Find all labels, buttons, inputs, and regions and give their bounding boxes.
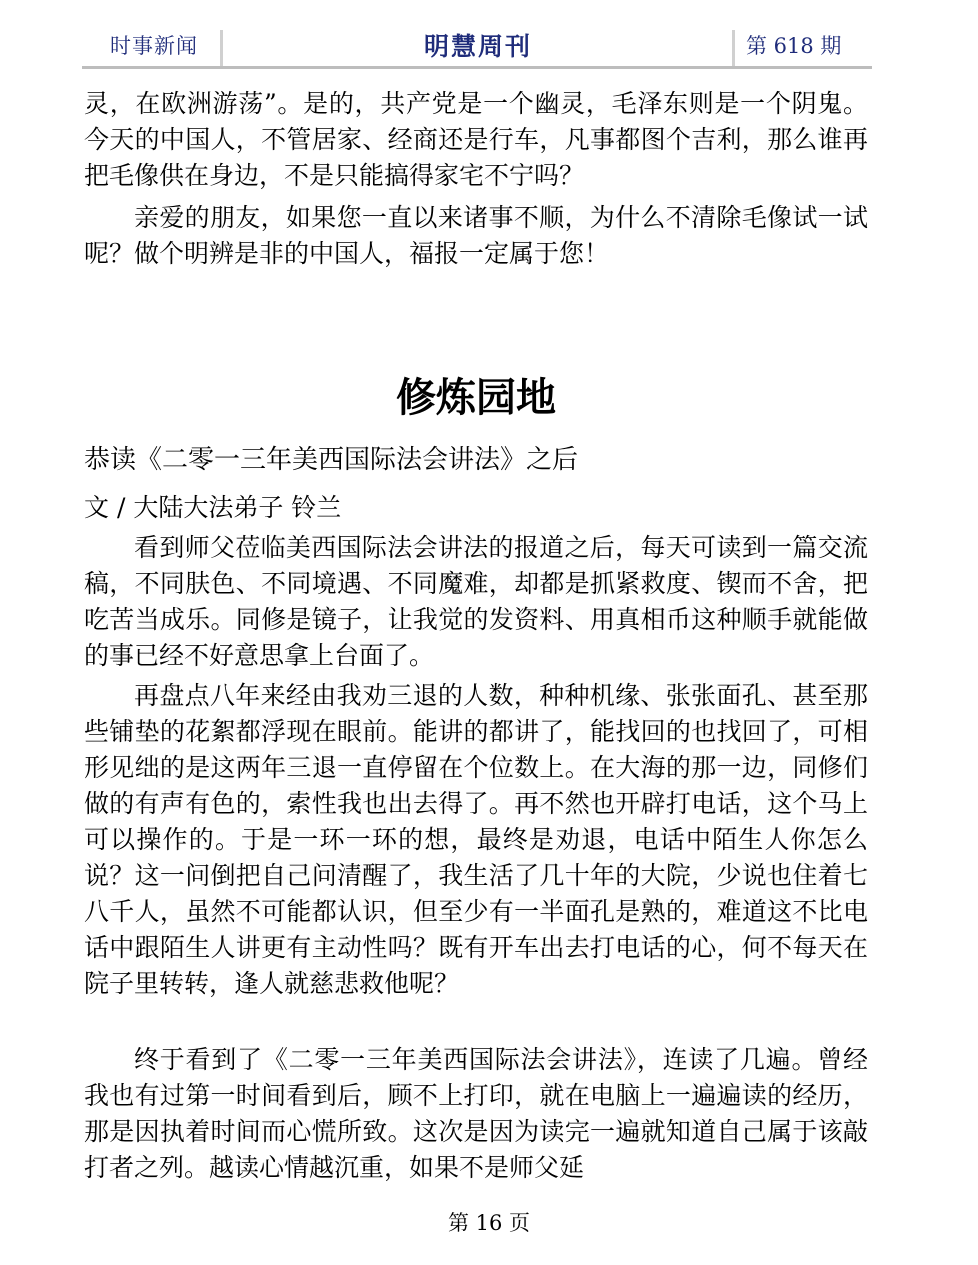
article-paragraph-2: 再盘点八年来经由我劝三退的人数，种种机缘、张张面孔、甚至那些铺垫的花絮都浮现在眼前。能讲的都讲了，能找回的也找回了，可相形见绌的是这两年三退一直停留在个位数上。在大海的那一边，同修们做的有声有色的，索性我也出去得了。再不然也开辟打电话，这个马上可以操作的。于是一环一环的想，最终是劝退，电话中陌生人你怎么说？这一问倒把自己问清醒了，我生活了几十年的大院，少说也住着七八千人，虽然不可能都认识，但至少有一半面孔是熟的，难道这不比电话中跟陌生人讲更有主动性吗？既有开车出去打电话的心，何不每天在院子里转转，逢人就慈悲救他呢？: [84, 681, 868, 998]
page-header: [82, 24, 872, 68]
page-number: 第 16 页: [447, 1211, 531, 1235]
header-issue-number: 第 618 期: [746, 34, 842, 58]
intro-paragraph-2: 亲爱的朋友，如果您一直以来诸事不顺，为什么不清除毛像试一试呢？做个明辨是非的中国人，福报一定属于您！: [84, 203, 868, 268]
intro-paragraph-1: 灵，在欧洲游荡”。是的，共产党是一个幽灵，毛泽东则是一个阴鬼。今天的中国人，不管居家、经商还是行车，凡事都图个吉利，那么谁再把毛像供在身边，不是只能搞得家宅不宁吗？: [84, 89, 868, 190]
article-paragraph-1: 看到师父莅临美西国际法会讲法的报道之后，每天可读到一篇交流稿，不同肤色、不同境遇、不同魔难，却都是抓紧救度、锲而不舍，把吃苦当成乐。同修是镜子，让我觉的发资料、用真相币这种顺手就能做的事已经不好意思拿上台面了。: [84, 533, 868, 670]
header-publication-title: 明慧周刊: [423, 32, 532, 61]
article-paragraph-3: 终于看到了《二零一三年美西国际法会讲法》，连读了几遍。曾经我也有过第一时间看到后，顾不上打印，就在电脑上一遍遍读的经历，那是因执着时间而心慌所致。这次是因为读完一遍就知道自己属于该敲打者之列。越读心情越沉重，如果不是师父延: [84, 1045, 868, 1182]
section-title: 修炼园地: [396, 375, 556, 421]
article-title: 恭读《二零一三年美西国际法会讲法》之后: [84, 445, 579, 475]
header-rule: [82, 66, 872, 69]
header-section-label: 时事新闻: [110, 34, 198, 58]
article-byline: 文 / 大陆大法弟子 铃兰: [84, 493, 342, 522]
